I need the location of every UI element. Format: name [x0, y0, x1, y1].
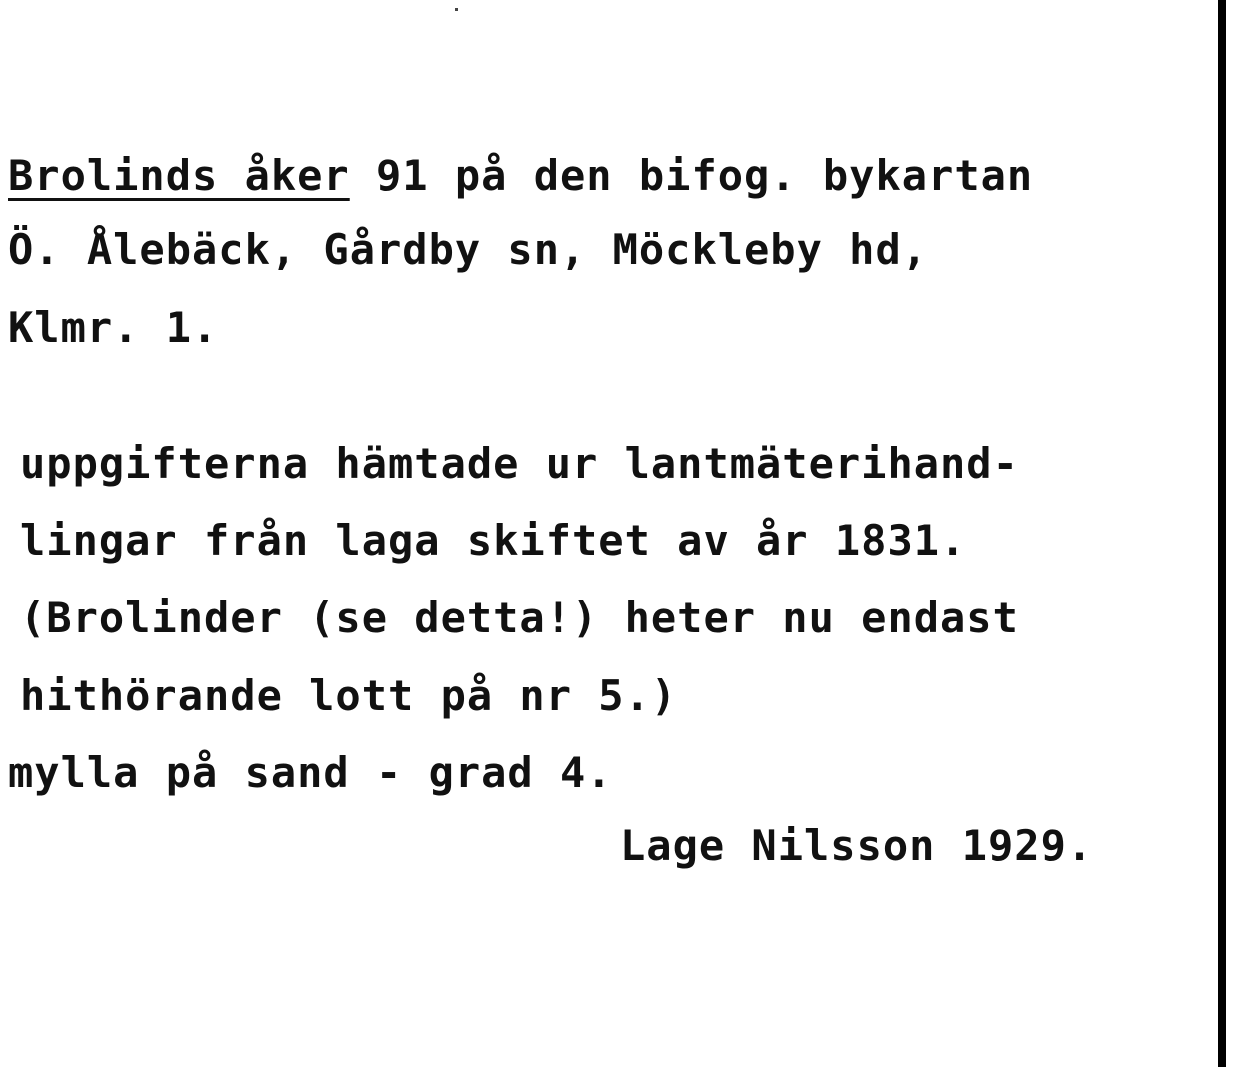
note-line: uppgifterna hämtade ur lantmäterihand-: [20, 439, 1019, 488]
note-line: hithörande lott på nr 5.): [20, 671, 678, 720]
card-edge-line: [1218, 0, 1226, 1067]
note-line: lingar från laga skiftet av år 1831.: [20, 516, 967, 565]
paper-speck: [455, 8, 458, 11]
soil-line: mylla på sand - grad 4.: [8, 748, 613, 797]
note-line: (Brolinder (se detta!) heter nu endast: [20, 593, 1019, 642]
heading-line: [8, 150, 1033, 202]
map-reference: 91 på den bifog. bykartan: [349, 151, 1034, 200]
location-line: Ö. Ålebäck, Gårdby sn, Möckleby hd,: [8, 225, 929, 274]
county-line: Klmr. 1.: [8, 303, 219, 352]
place-name-title: Brolinds åker: [8, 151, 350, 200]
signature-line: Lage Nilsson 1929.: [620, 821, 1094, 870]
